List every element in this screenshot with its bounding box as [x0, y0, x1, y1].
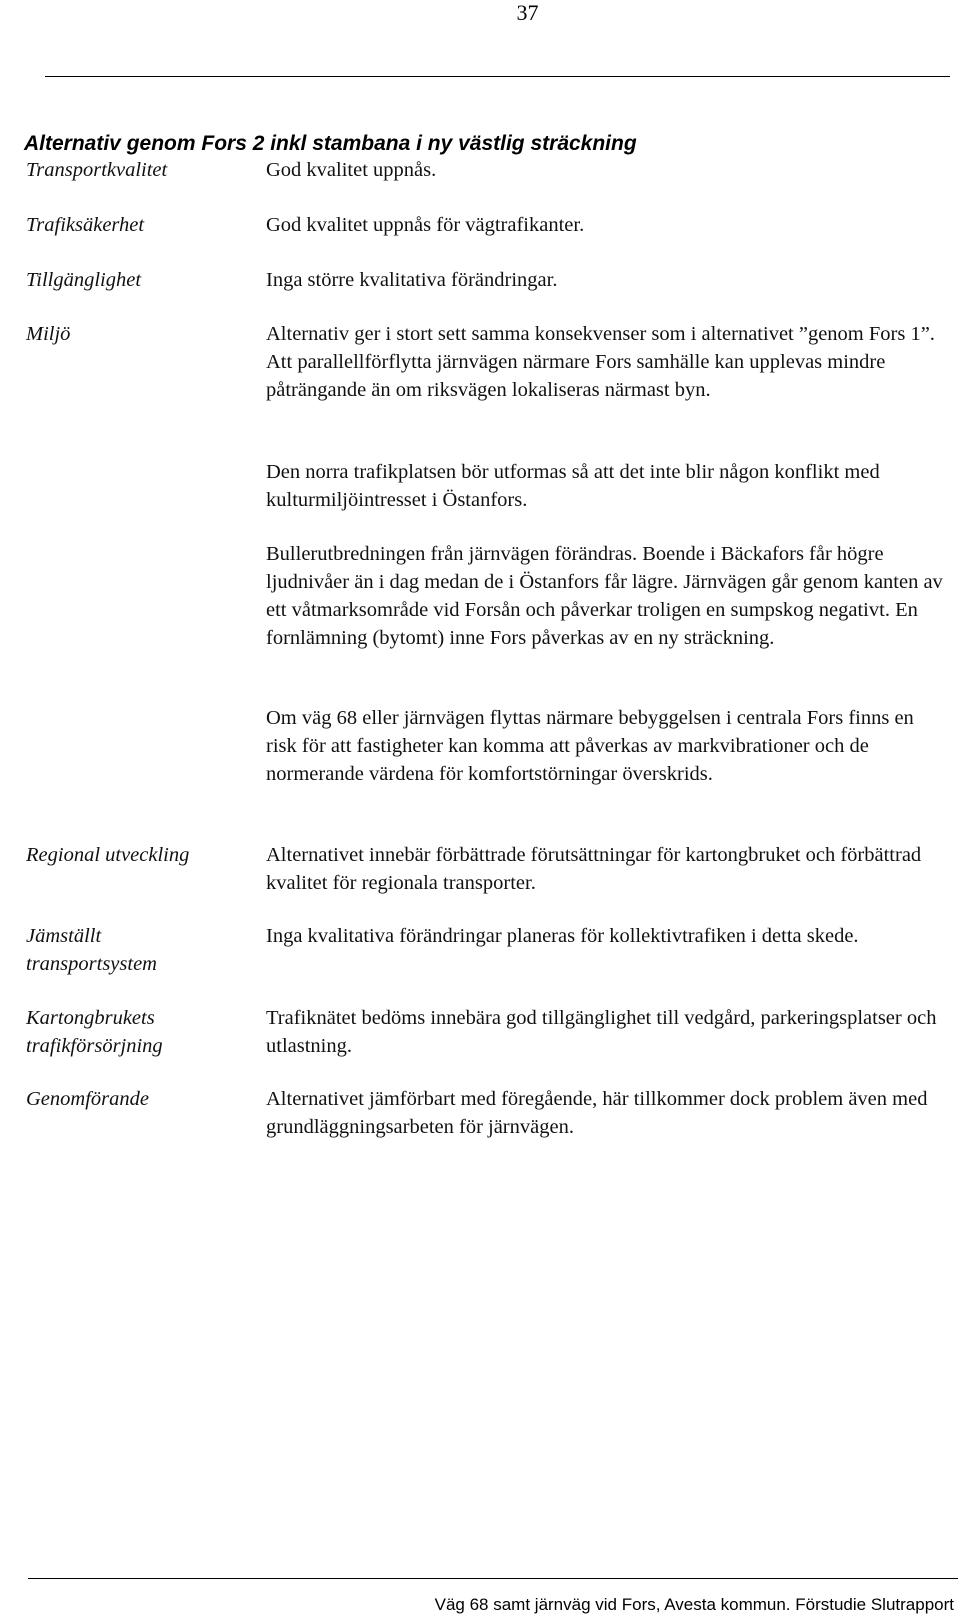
- criterion-text: Inga större kvalitativa förändringar.: [266, 269, 558, 291]
- criterion-label: Tillgänglighet: [26, 269, 142, 291]
- criterion-text: Inga kvalitativa förändringar planeras för kollektivtrafiken i detta skede.: [266, 925, 859, 947]
- criterion-text: God kvalitet uppnås.: [266, 159, 437, 181]
- page-number: 37: [516, 0, 539, 25]
- criterion-text: Alternativet innebär förbättrade förutsättningar för kartongbruket och förbättrad kvalitet för regionala transporter.: [266, 844, 922, 894]
- criterion-label: Regional utveckling: [26, 844, 190, 866]
- criterion-label: Jämställt transportsystem: [26, 925, 157, 975]
- footer-rule: [28, 1578, 958, 1579]
- criterion-text: Alternativet jämförbart med föregående, här tillkommer dock problem även med grundläggningsarbeten för järnvägen.: [266, 1088, 928, 1138]
- criterion-text: God kvalitet uppnås för vägtrafikanter.: [266, 214, 585, 236]
- criterion-text: Bullerutbredningen från järnvägen förändras. Boende i Bäckafors får högre ljudnivåer än i dag medan de i Östanfors får lägre. Järnvägen går genom kanten av ett våtmarksområde vid Forsån och påverkar troligen en sumpskog negativt. En fornlämning (bytomt) inne Fors påverkas av en ny sträckning.: [266, 543, 943, 649]
- criterion-label: Kartongbrukets trafikförsörjning: [26, 1007, 163, 1057]
- criterion-label: Genomförande: [26, 1088, 149, 1110]
- criterion-label: Miljö: [26, 323, 71, 345]
- footer-text: Väg 68 samt järnväg vid Fors, Avesta kommun. Förstudie Slutrapport: [434, 1595, 954, 1614]
- criterion-text: Alternativ ger i stort sett samma konsekvenser som i alternativet ”genom Fors 1”. Att parallellförflytta järnvägen närmare Fors samhälle kan upplevas mindre påträngande än om riksvägen lokaliseras närmast byn.: [266, 323, 935, 401]
- criterion-text: Om väg 68 eller järnvägen flyttas närmare bebyggelsen i centrala Fors finns en risk för att fastigheter kan komma att påverkas av markvibrationer och de normerande värdena för komfortstörningar överskrids.: [266, 707, 914, 785]
- criterion-label: Trafiksäkerhet: [26, 214, 145, 236]
- criterion-text: Den norra trafikplatsen bör utformas så att det inte blir någon konflikt med kulturmiljöintresset i Östanfors.: [266, 461, 880, 511]
- criterion-text: Trafiknätet bedöms innebära god tillgänglighet till vedgård, parkeringsplatser och utlastning.: [266, 1007, 937, 1057]
- criterion-label: Transportkvalitet: [26, 159, 168, 181]
- section-heading: Alternativ genom Fors 2 inkl stambana i ny västlig sträckning: [24, 132, 637, 155]
